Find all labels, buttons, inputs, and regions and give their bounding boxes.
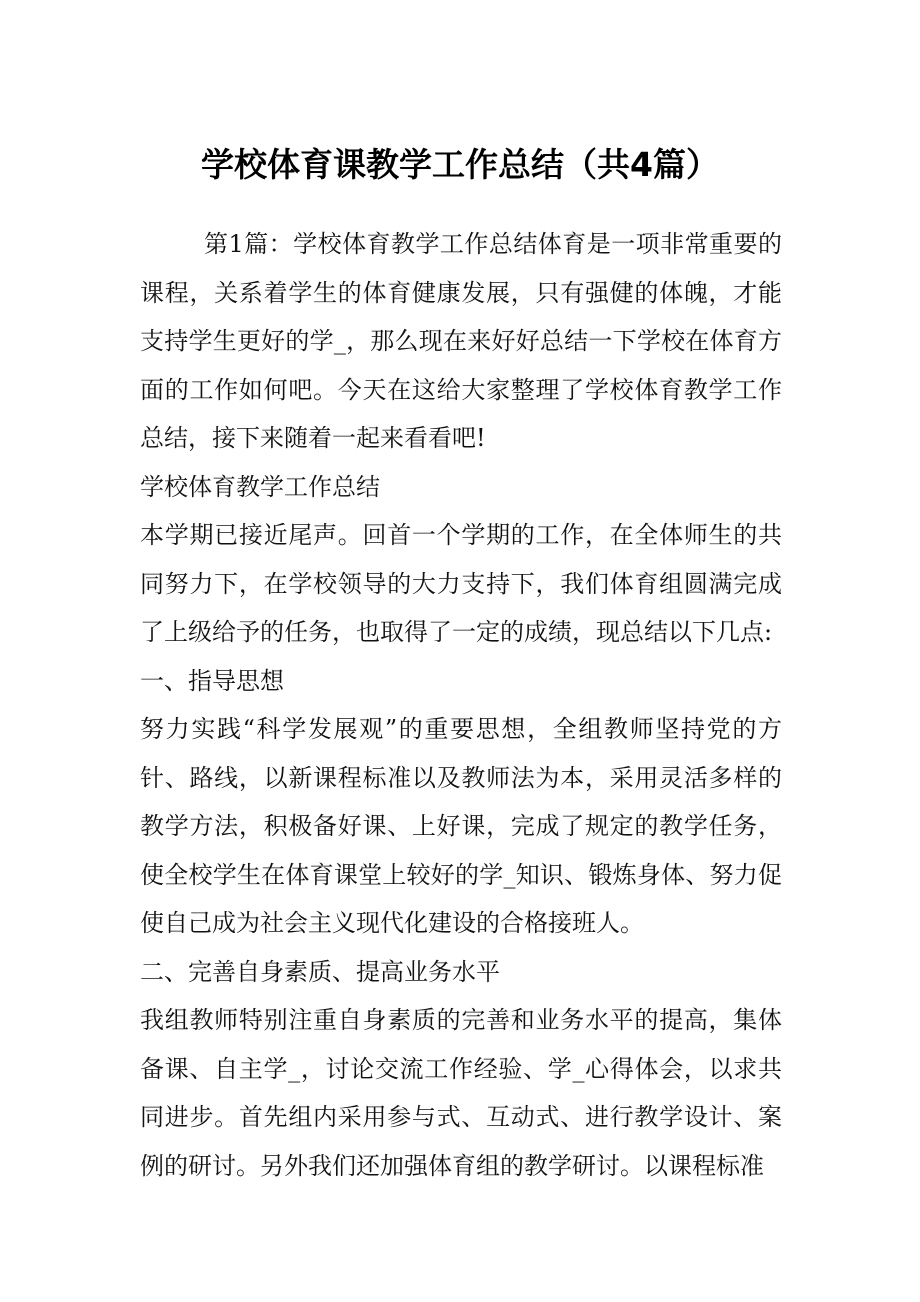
document-body <box>140 220 782 1190</box>
section-paragraph-self-improvement: 我组教师特别注重自身素质的完善和业务水平的提高，集体备课、自主学_，讨论交流工作经验、学_心得体会，以求共同进步。首先组内采用参与式、互动式、进行教学设计、案例的研讨。另外我们还加强体育组的教学研讨。以课程标准 <box>140 1006 782 1180</box>
subtitle: 学校体育教学工作总结 <box>140 472 380 501</box>
section-paragraph-guiding-ideology: 努力实践“科学发展观”的重要思想，全组教师坚持党的方针、路线，以新课程标准以及教师法为本，采用灵活多样的教学方法，积极备好课、上好课，完成了规定的教学任务，使全校学生在体育课堂上较好的学_知识、锻炼身体、努力促使自己成为社会主义现代化建设的合格接班人。 <box>140 715 782 937</box>
intro-paragraph: 第1篇：学校体育教学工作总结体育是一项非常重要的课程，关系着学生的体育健康发展，只有强健的体魄，才能支持学生更好的学_，那么现在来好好总结一下学校在体育方面的工作如何吧。今天在这给大家整理了学校体育教学工作总结，接下来随着一起来看看吧! <box>140 230 782 452</box>
document-title: 学校体育课教学工作总结（共4篇） <box>201 145 719 184</box>
section-heading-self-improvement: 二、完善自身素质、提高业务水平 <box>140 957 500 986</box>
opening-paragraph: 本学期已接近尾声。回首一个学期的工作，在全体师生的共同努力下，在学校领导的大力支持下，我们体育组圆满完成了上级给予的任务，也取得了一定的成绩，现总结以下几点: <box>140 521 782 646</box>
section-heading-guiding-ideology: 一、指导思想 <box>140 666 284 695</box>
